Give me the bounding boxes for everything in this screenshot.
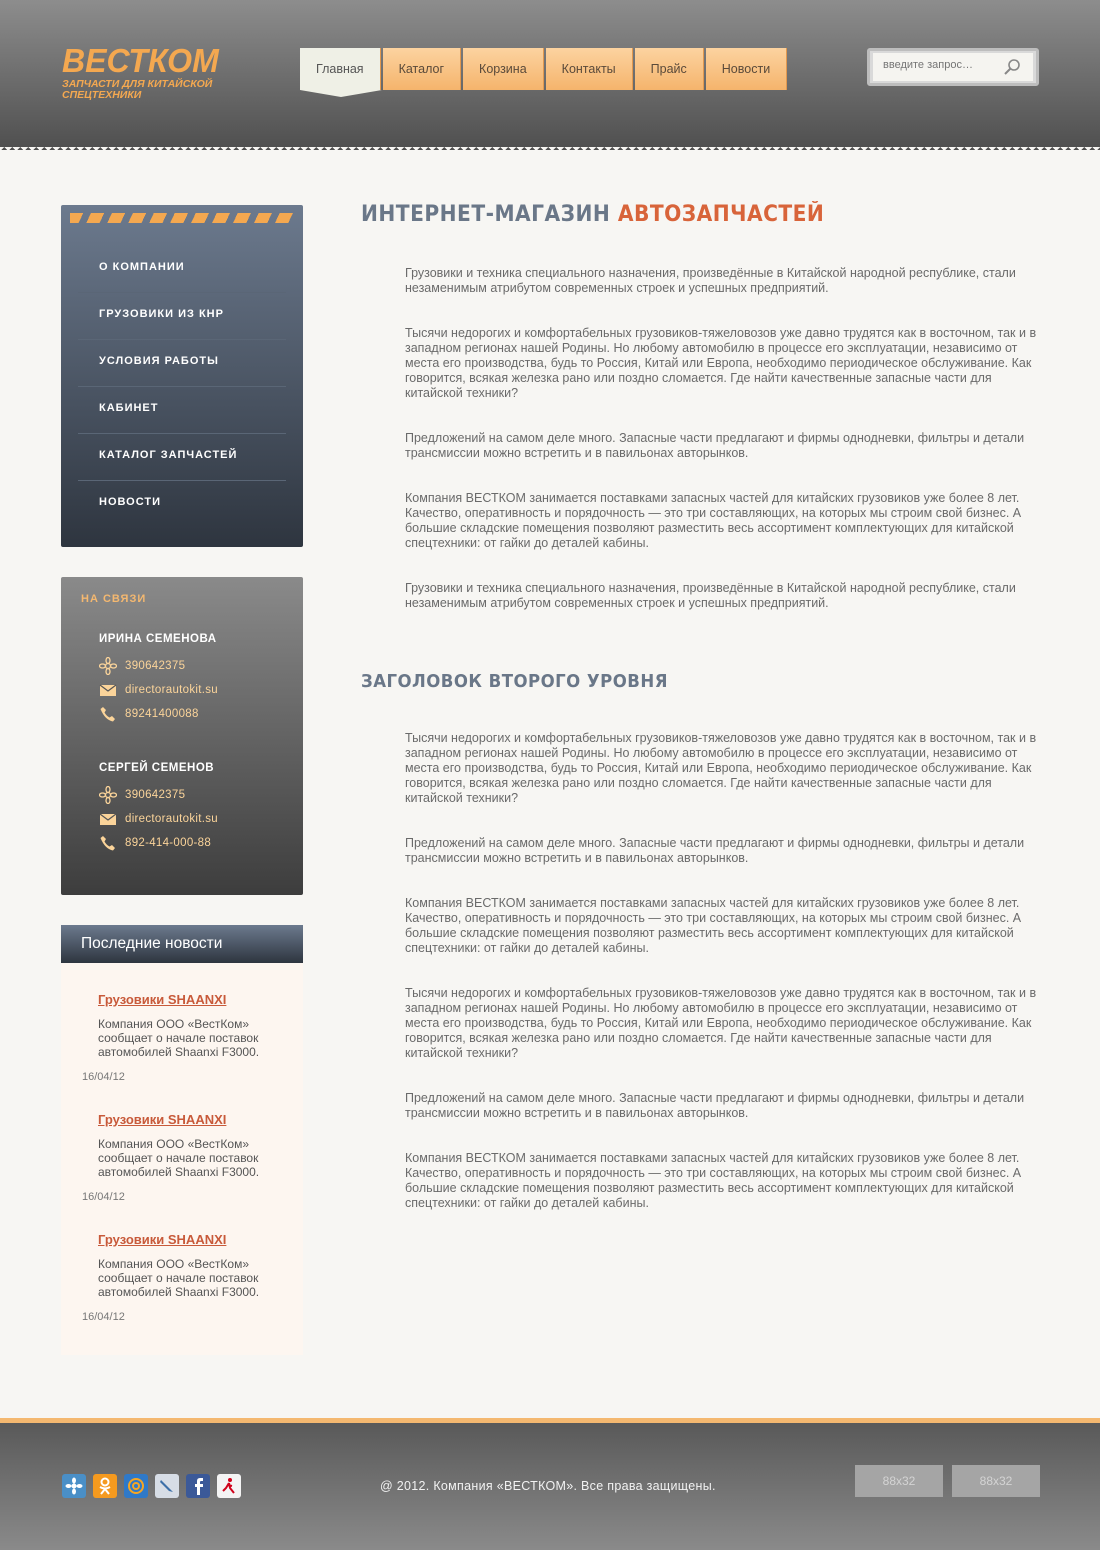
copyright-text: @ 2012. Компания «ВЕСТКОМ». Все права защищены. bbox=[380, 1479, 716, 1493]
contact-name: ИРИНА СЕМЕНОВА bbox=[99, 633, 217, 645]
logo-tagline bbox=[62, 79, 224, 101]
logo-name: ВЕСТКОМ bbox=[62, 42, 219, 79]
livejournal-icon[interactable] bbox=[155, 1474, 179, 1498]
icq-icon bbox=[99, 657, 117, 675]
contacts-title: НА СВЯЗИ bbox=[81, 593, 147, 605]
contact-email[interactable]: directorautokit.su bbox=[125, 684, 218, 696]
sidebar-item-news[interactable]: НОВОСТИ bbox=[99, 496, 162, 508]
page-title bbox=[361, 202, 824, 227]
logo-tagline-line2: СПЕЦТЕХНИКИ bbox=[62, 89, 142, 101]
paragraph: Предложений на самом деле много. Запасные части предлагают и фирмы однодневки, фильтры и детали трансмиссии можно встретить и в павильонах авторынков. bbox=[405, 836, 1025, 865]
phone-icon bbox=[99, 705, 117, 723]
counter-badge[interactable]: 88x32 bbox=[855, 1465, 943, 1497]
news-item-link[interactable]: Грузовики SHAANXI bbox=[98, 1112, 227, 1127]
paragraph: Предложений на самом деле много. Запасные части предлагают и фирмы однодневки, фильтры и детали трансмиссии можно встретить и в павильонах авторынков. bbox=[405, 431, 1025, 460]
paragraph: Грузовики и техника специального назначения, произведённые в Китайской народной республике, стали незаменимым атрибутом современных строек и успешных предприятий. bbox=[405, 581, 1016, 610]
sidebar-item-trucks[interactable]: ГРУЗОВИКИ ИЗ КНР bbox=[78, 293, 286, 340]
page-title-part1: ИНТЕРНЕТ-МАГАЗИН bbox=[361, 202, 611, 227]
icq-icon[interactable] bbox=[62, 1474, 86, 1498]
paragraph: Тысячи недорогих и комфортабельных грузовиков-тяжеловозов уже давно трудятся как в восточном, так и в западном регионах нашей Родины. Но любому автомобилю в процессе его эксплуатации, независимо от места его производства, будь то Россия, Китай или Европа, необходимо периодическое обслуживание. Как говорится, всякая железка рано или поздно сломается. Где найти качественные запасные части для китайской техники? bbox=[405, 326, 1037, 400]
news-item-date: 16/04/12 bbox=[82, 1071, 125, 1083]
main-nav bbox=[300, 48, 789, 90]
paragraph: Тысячи недорогих и комфортабельных грузовиков-тяжеловозов уже давно трудятся как в восточном, так и в западном регионах нашей Родины. Но любому автомобилю в процессе его эксплуатации, независимо от места его производства, будь то Россия, Китай или Европа, необходимо периодическое обслуживание. Как говорится, всякая железка рано или поздно сломается. Где найти качественные запасные части для китайской техники? bbox=[405, 731, 1037, 805]
news-item-text: Компания ООО «ВестКом» сообщает о начале поставок автомобилей Shaanxi F3000. bbox=[98, 1137, 260, 1179]
contact-phone[interactable]: 892-414-000-88 bbox=[125, 837, 212, 849]
logo[interactable] bbox=[62, 44, 224, 101]
search-icon[interactable] bbox=[1003, 58, 1021, 76]
contact-email[interactable]: directorautokit.su bbox=[125, 813, 218, 825]
paragraph: Предложений на самом деле много. Запасные части предлагают и фирмы однодневки, фильтры и детали трансмиссии можно встретить и в павильонах авторынков. bbox=[405, 1091, 1025, 1120]
news-item-link[interactable]: Грузовики SHAANXI bbox=[98, 992, 227, 1007]
paragraph: Тысячи недорогих и комфортабельных грузовиков-тяжеловозов уже давно трудятся как в восточном, так и в западном регионах нашей Родины. Но любому автомобилю в процессе его эксплуатации, независимо от места его производства, будь то Россия, Китай или Европа, необходимо периодическое обслуживание. Как говорится, всякая железка рано или поздно сломается. Где найти качественные запасные части для китайской техники? bbox=[405, 986, 1037, 1060]
news-panel-title: Последние новости bbox=[61, 925, 303, 963]
search-field-wrap bbox=[873, 53, 1033, 81]
news-item-link[interactable]: Грузовики SHAANXI bbox=[98, 1232, 227, 1247]
mail-icon bbox=[99, 681, 117, 699]
sidebar-item-about[interactable]: О КОМПАНИИ bbox=[78, 246, 286, 293]
nav-contacts[interactable]: Контакты bbox=[546, 48, 633, 90]
nav-news[interactable]: Новости bbox=[706, 48, 787, 90]
paragraph: Компания ВЕСТКОМ занимается поставками запасных частей для китайских грузовиков уже более 8 лет. Качество, оперативность и порядочность — это три составляющих, на которых мы строим свой бизнес. А большие складские помещения позволяют разместить весь ассортимент комплектующих для китайской спецтехники: от гайки до деталей кабины. bbox=[405, 491, 1022, 550]
contact-person bbox=[99, 633, 289, 721]
sidebar-item-cabinet[interactable]: КАБИНЕТ bbox=[78, 387, 286, 434]
hazard-stripe bbox=[70, 213, 296, 223]
counter-badge[interactable]: 88x32 bbox=[952, 1465, 1040, 1497]
search-box bbox=[867, 48, 1039, 86]
mail-ru-icon[interactable] bbox=[124, 1474, 148, 1498]
moikrug-icon[interactable] bbox=[217, 1474, 241, 1498]
facebook-icon[interactable] bbox=[186, 1474, 210, 1498]
contact-icq[interactable]: 390642375 bbox=[125, 789, 186, 801]
nav-catalog[interactable]: Каталог bbox=[383, 48, 461, 90]
sidebar-item-parts-catalog[interactable]: КАТАЛОГ ЗАПЧАСТЕЙ bbox=[78, 434, 286, 481]
paragraph: Компания ВЕСТКОМ занимается поставками запасных частей для китайских грузовиков уже более 8 лет. Качество, оперативность и порядочность — это три составляющих, на которых мы строим свой бизнес. А большие складские помещения позволяют разместить весь ассортимент комплектующих для китайской спецтехники: от гайки до деталей кабины. bbox=[405, 896, 1022, 955]
logo-tagline-line1: ЗАПЧАСТИ ДЛЯ КИТАЙСКОЙ bbox=[62, 78, 213, 90]
contact-person bbox=[99, 762, 289, 850]
site-header bbox=[0, 0, 1100, 150]
contact-phone[interactable]: 89241400088 bbox=[125, 708, 199, 720]
news-item-date: 16/04/12 bbox=[82, 1311, 125, 1323]
paragraph: Компания ВЕСТКОМ занимается поставками запасных частей для китайских грузовиков уже более 8 лет. Качество, оперативность и порядочность — это три составляющих, на которых мы строим свой бизнес. А большие складские помещения позволяют разместить весь ассортимент комплектующих для китайской спецтехники: от гайки до деталей кабины. bbox=[405, 1151, 1022, 1210]
social-links bbox=[62, 1474, 248, 1498]
paragraph: Грузовики и техника специального назначения, произведённые в Китайской народной республике, стали незаменимым атрибутом современных строек и успешных предприятий. bbox=[405, 266, 1016, 295]
section-heading: ЗАГОЛОВОК ВТОРОГО УРОВНЯ bbox=[361, 671, 668, 692]
news-item-text: Компания ООО «ВестКом» сообщает о начале поставок автомобилей Shaanxi F3000. bbox=[98, 1017, 260, 1059]
news-item-text: Компания ООО «ВестКом» сообщает о начале поставок автомобилей Shaanxi F3000. bbox=[98, 1257, 260, 1299]
icq-icon bbox=[99, 786, 117, 804]
nav-home[interactable]: Главная bbox=[300, 48, 381, 90]
header-zigzag-border bbox=[0, 147, 1100, 155]
phone-icon bbox=[99, 834, 117, 852]
contact-name: СЕРГЕЙ СЕМЕНОВ bbox=[99, 762, 215, 774]
sidebar-item-terms[interactable]: УСЛОВИЯ РАБОТЫ bbox=[78, 340, 286, 387]
site-footer bbox=[0, 1423, 1100, 1550]
news-item-date: 16/04/12 bbox=[82, 1191, 125, 1203]
mail-icon bbox=[99, 810, 117, 828]
contacts-panel bbox=[61, 577, 303, 895]
contact-icq[interactable]: 390642375 bbox=[125, 660, 186, 672]
odnoklassniki-icon[interactable] bbox=[93, 1474, 117, 1498]
news-panel bbox=[61, 925, 303, 1355]
page-title-accent: АВТОЗАПЧАСТЕЙ bbox=[617, 202, 825, 227]
nav-price[interactable]: Прайс bbox=[635, 48, 704, 90]
nav-cart[interactable]: Корзина bbox=[463, 48, 544, 90]
search-input[interactable] bbox=[883, 59, 993, 71]
sidebar-menu bbox=[61, 205, 303, 547]
